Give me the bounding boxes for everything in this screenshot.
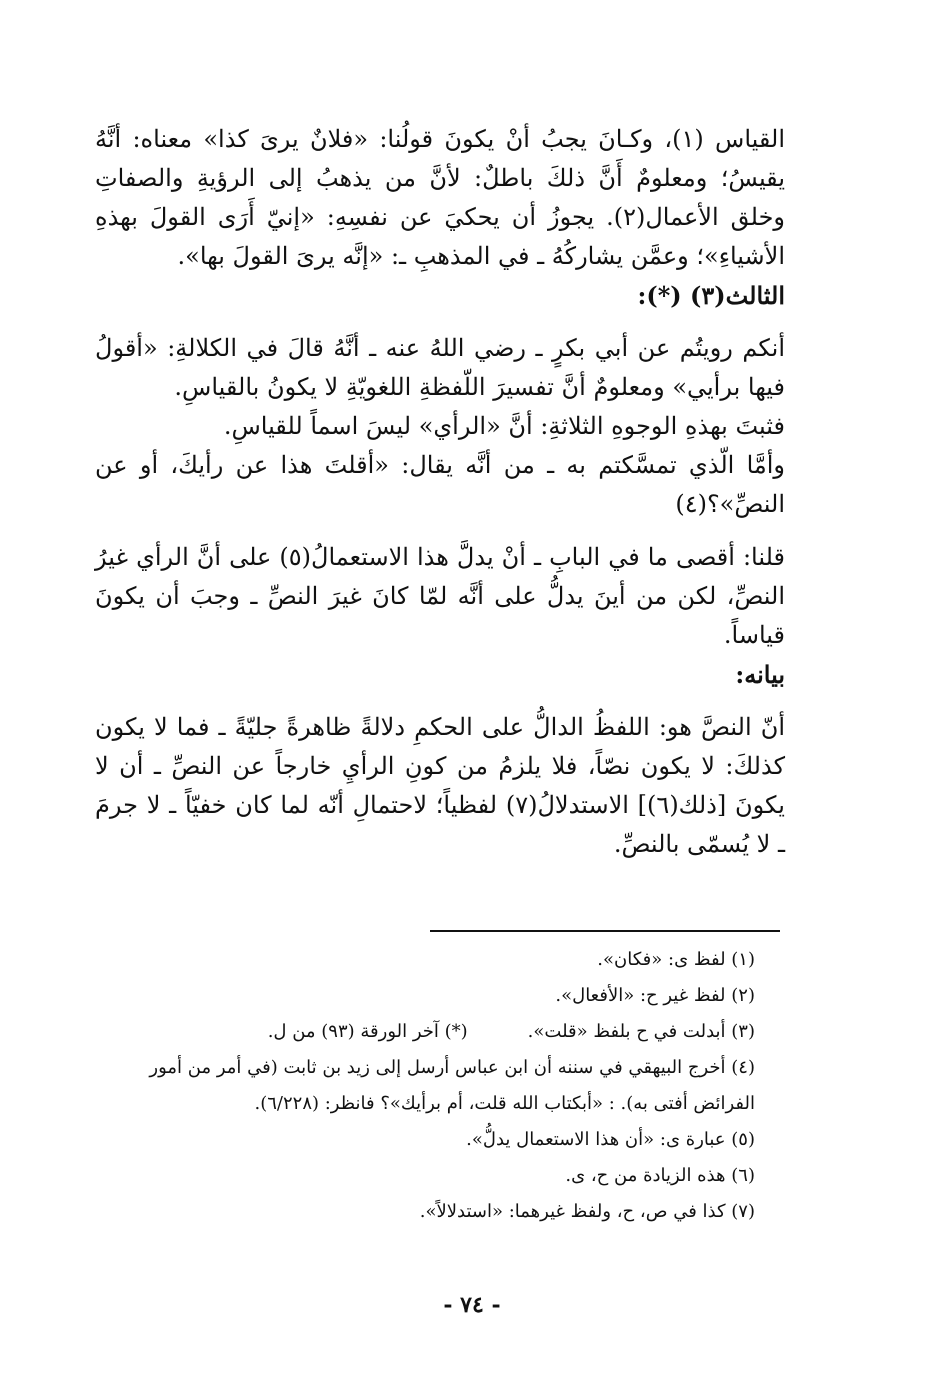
page-number: - ٧٤ - xyxy=(443,1292,501,1318)
footnote-5: (٥) عبارة ى: «أن هذا الاستعمال يدلُّ». xyxy=(466,1129,755,1150)
heading-third: الثالث(٣) (*): xyxy=(637,281,785,310)
footnote-separator xyxy=(430,930,780,932)
footnote-3: (٣) أبدلت في ح بلفظ «قلت». xyxy=(527,1021,755,1042)
paragraph-explanation: أنّ النصَّ هو: اللفظُ الدالُّ على الحكمِ دلالةً ظاهرةً جليّةً ـ فما لا يكون كذلكَ: لا يكون نصّاً، فلا يلزمُ من كونِ الرأيِ خارجاً عن النصِّ ـ أن لا يكونَ [ذلك(٦)] الاستدلالُ(٧) لفظياً؛ لاحتمالِ أنّه لما كان خفيّاً ـ لا جرمَ ـ لا يُسمّى بالنصِّ. xyxy=(95,713,785,858)
footnote-1: (١) لفظ ى: «فكان». xyxy=(597,949,755,970)
footnote-6: (٦) هذه الزيادة من ح، ى. xyxy=(565,1165,755,1186)
paragraph-objection: وأمَّا الّذي تمسَّكتم به ـ من أنَّه يقال: «أقلتَ هذا عن رأيكَ، أو عن النصِّ»؟(٤) xyxy=(95,451,785,518)
paragraph-conclusion: فثبتَ بهذهِ الوجوهِ الثلاثةِ: أنَّ «الرأي» ليسَ اسماً للقياسِ. xyxy=(223,412,785,440)
footnote-7: (٧) كذا في ص، ح، ولفظ غيرهما: «استدلالاً». xyxy=(419,1201,755,1222)
footnote-star: (*) آخر الورقة (٩٣) من ل. xyxy=(267,1021,468,1042)
paragraph-reply: قلنا: أقصى ما في البابِ ـ أنْ يدلَّ هذا الاستعمالُ(٥) على أنَّ الرأي غيرُ النصِّ، لكن من أينَ يدلُّ على أنَّه لمّا كانَ غيرَ النصِّ ـ وجبَ أن يكونَ قياساً. xyxy=(95,543,786,649)
paragraph-kalala: أنكم رويتُم عن أبي بكرٍ ـ رضي اللهُ عنه ـ أنَّهُ قالَ في الكلالةِ: «أقولُ فيها برأيي» ومعلومٌ أنَّ تفسيرَ اللّفظةِ اللغويّةِ لا يكونُ بالقياسِ. xyxy=(95,334,785,401)
footnotes xyxy=(95,942,755,1230)
footnote-4: (٤) أخرج البيهقي في سننه أن ابن عباس أرسل إلى زيد بن ثابت (في أمر من أمور الفرائض أفتى به). : «أبكتاب الله قلت، أم برأيك»؟ فانظر: (٦/٢٢٨). xyxy=(149,1057,755,1114)
main-text xyxy=(95,120,785,864)
footnote-2: (٢) لفظ غير ح: «الأفعال». xyxy=(555,985,755,1006)
paragraph-intro: القياس (١)، وكـانَ يجبُ أنْ يكونَ قولُنا: «فلانٌ يرىَ كذا» معناه: أنَّهُ يقيسُ؛ ومعلومٌ أَنَّ ذلكَ باطلٌ: لأنَّ من يذهبُ إلى الرؤيةِ والصفاتِ وخلق الأعمال(٢). يجوزُ أن يحكيَ عن نفسِهِ: «إنيّ أَرَى القولَ بهذهِ الأشياءِ»؛ وعمَّن يشاركُهُ ـ في المذهبِ ـ: «إنَّه يرىَ القولَ بها». xyxy=(95,125,785,270)
heading-bayan: بيانه: xyxy=(735,660,785,689)
footnote-3-row xyxy=(95,1014,755,1050)
